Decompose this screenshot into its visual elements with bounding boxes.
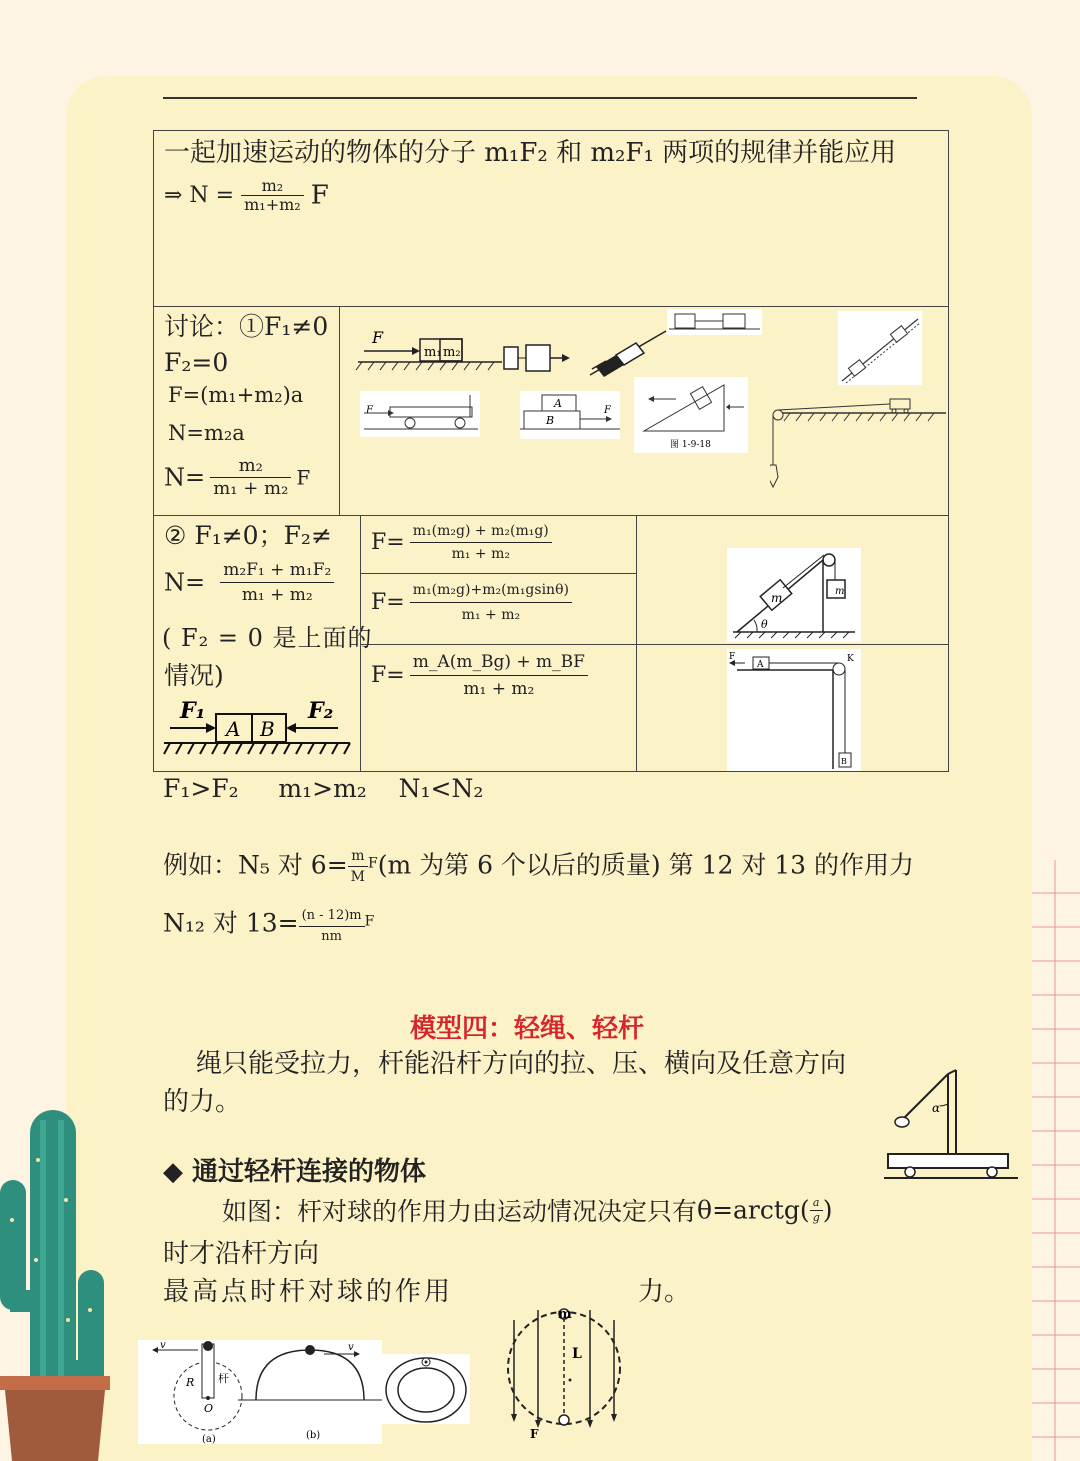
fig-f-label: F [372, 328, 384, 347]
figure-f1-ab-f2 [162, 696, 352, 762]
row2-frac-num: m₂ [210, 455, 291, 478]
table-row2-left [153, 306, 340, 516]
fig-f2-label: F₂ [308, 698, 334, 724]
fig-b-label: B [546, 414, 555, 427]
table-row2-right [339, 306, 949, 516]
para3-prefix: 如图：杆对球的作用力由运动情况决定只有 [222, 1197, 698, 1226]
row3-frac-num: m₂F₁ + m₁F₂ [220, 558, 334, 583]
fig-a-label: A [554, 397, 562, 410]
figure-vertical-circle-field [500, 1306, 630, 1442]
n12-fraction [299, 906, 365, 947]
row2-line2: F₂=0 [164, 348, 229, 377]
fig-r-label: R [186, 1376, 195, 1389]
formula3-den: m₁ + m₂ [463, 679, 535, 699]
fig-m-label: m [771, 591, 783, 605]
row1-fraction [241, 177, 304, 214]
fig-alpha-label: α [932, 1101, 941, 1115]
row3-n-prefix: N= [164, 568, 206, 597]
model4-title: 模型四：轻绳、轻杆 [410, 1014, 645, 1044]
row1-frac-num: m₂ [241, 177, 304, 196]
table-row3-left [153, 515, 373, 772]
formula2-fraction [410, 578, 572, 627]
example-frac-den: M [350, 869, 365, 885]
figure-crane-cart [882, 1060, 1020, 1188]
model4-para4: 时才沿杆方向 [163, 1239, 320, 1269]
figure-incline-pulley [727, 548, 861, 642]
row3-n-formula [164, 558, 334, 607]
cactus-decoration [0, 1100, 150, 1461]
fig-l-label: L [572, 1346, 582, 1362]
row2-line1: 讨论：①F₁≠0 [164, 312, 329, 341]
fig-a-caption: (a) [202, 1434, 216, 1444]
comparison-line: F₁>F₂ m₁>m₂ N₁<N₂ [163, 774, 484, 803]
n12-f: F [364, 913, 375, 930]
fig-k-label: K [847, 654, 854, 664]
row2-n-formula [164, 455, 310, 500]
fig-v2-label: v [348, 1342, 354, 1353]
close-paren: ) [822, 1195, 833, 1225]
example-line [163, 840, 914, 887]
fig-v-label: v [160, 1340, 166, 1351]
row2-f: F [296, 465, 311, 490]
model4-para5a: 最高点时杆对球的作用 [163, 1277, 454, 1307]
row3-line1: ② F₁≠0；F₂≠ [164, 521, 332, 550]
figure-cart [360, 391, 480, 437]
row1-text: 一起加速运动的物体的分子 m₁F₂ 和 m₂F₁ 两项的规律并能应用 [164, 138, 897, 168]
formula3-prefix: F= [371, 663, 405, 688]
formula-cell-3 [360, 644, 637, 772]
n12-line [163, 896, 374, 947]
formula2 [371, 578, 572, 627]
figure-push-two-blocks [354, 325, 504, 377]
row1-arrow: ⇒ N = [164, 183, 235, 208]
row1-f: F [310, 180, 329, 211]
fig-hang-m-label: m [835, 586, 845, 597]
fig-theta-label: θ [761, 618, 768, 631]
example-fraction [348, 846, 368, 887]
figure-mM-table [667, 309, 762, 335]
fig-a-corner-label: A [757, 660, 764, 670]
figure-pulley-table [770, 395, 950, 495]
fig-f1-label: F₁ [180, 698, 206, 724]
a-over-g [810, 1196, 823, 1225]
figure-incline-mM [838, 311, 922, 385]
example-prefix: 例如：N₅ 对 6= [163, 850, 348, 880]
cart-f-label: F [366, 405, 373, 416]
formula2-den: m₁ + m₂ [461, 607, 521, 623]
figure-cell-incline-pulley [636, 515, 949, 645]
fig-block-b: B [260, 717, 275, 741]
row3-note2: 情况) [164, 661, 224, 690]
formula3-fraction [410, 649, 588, 702]
formula3-num: m_A(m_Bg) + m_BF [410, 649, 588, 676]
fig-gan-label: 杆 [218, 1372, 229, 1385]
row1-formula [164, 177, 329, 214]
n12-num: (n - 12)m [299, 906, 365, 927]
row2-n-prefix: N= [164, 463, 206, 492]
model4-para5b: 力。 [638, 1277, 691, 1307]
row2-line4: N=m₂a [168, 421, 245, 445]
formula-cell-2 [360, 573, 637, 645]
example-f: F [368, 855, 378, 872]
figure-incline-blocks [588, 327, 668, 377]
figure-connected-blocks [502, 341, 572, 375]
fig-block-a: A [226, 717, 241, 741]
figure-cell-table-k [636, 644, 949, 772]
formula1-fraction [410, 520, 552, 565]
figure-wedge [634, 377, 748, 453]
fig-ab-f-label: F [604, 405, 611, 416]
formula2-prefix: F= [371, 590, 405, 615]
row2-fraction [210, 455, 291, 500]
figure-rod-circle-motion [138, 1340, 382, 1444]
row3-frac-den: m₁ + m₂ [241, 585, 313, 605]
row2-frac-den: m₁ + m₂ [213, 478, 289, 499]
figure-ring-tube [382, 1354, 470, 1424]
model4-para2: 的力。 [163, 1087, 242, 1117]
n12-den: nm [321, 929, 342, 944]
fig-caption: 图 1-9-18 [670, 440, 711, 450]
formula-cell-1 [360, 515, 637, 574]
formula1-prefix: F= [371, 530, 405, 555]
fig-f-corner-label: F [729, 652, 736, 662]
row3-fraction [220, 558, 334, 607]
model4-bullet: ◆ 通过轻杆连接的物体 [163, 1157, 427, 1187]
fig-o-label: O [204, 1402, 214, 1415]
fig-f-bottom-label: F [530, 1427, 539, 1441]
formula3 [371, 649, 588, 702]
theta-eq: θ=arctg( [697, 1195, 810, 1225]
fig-m-top-label: m [558, 1307, 572, 1322]
formula1 [371, 520, 552, 565]
frac-g: g [812, 1210, 820, 1224]
fig-b-corner-label: B [841, 757, 847, 766]
table-row1 [153, 130, 949, 307]
example-rest: (m 为第 6 个以后的质量) 第 12 对 13 的作用力 [377, 850, 915, 880]
row2-line3: F=(m₁+m₂)a [168, 383, 304, 407]
formula1-den: m₁ + m₂ [451, 546, 510, 562]
top-rule [163, 97, 917, 99]
model4-para1: 绳只能受拉力，杆能沿杆方向的拉、压、横向及任意方向 [196, 1049, 847, 1079]
formula2-num: m₁(m₂g)+m₂(m₁gsinθ) [410, 578, 572, 603]
example-frac-num: m [348, 846, 368, 867]
model4-para3 [222, 1192, 833, 1228]
fig-b-caption: (b) [306, 1430, 321, 1441]
figure-table-corner [727, 649, 861, 771]
n12-prefix: N₁₂ 对 13= [163, 908, 299, 938]
fig-m1-label: m₁ [424, 345, 442, 360]
row3-note1: ( F₂ = 0 是上面的 [162, 624, 373, 652]
frac-a: a [810, 1196, 823, 1211]
figure-a-on-b [520, 391, 620, 439]
fig-m2-label: m₂ [443, 345, 461, 360]
row1-frac-den: m₁+m₂ [244, 195, 301, 214]
formula1-num: m₁(m₂g) + m₂(m₁g) [410, 520, 552, 543]
